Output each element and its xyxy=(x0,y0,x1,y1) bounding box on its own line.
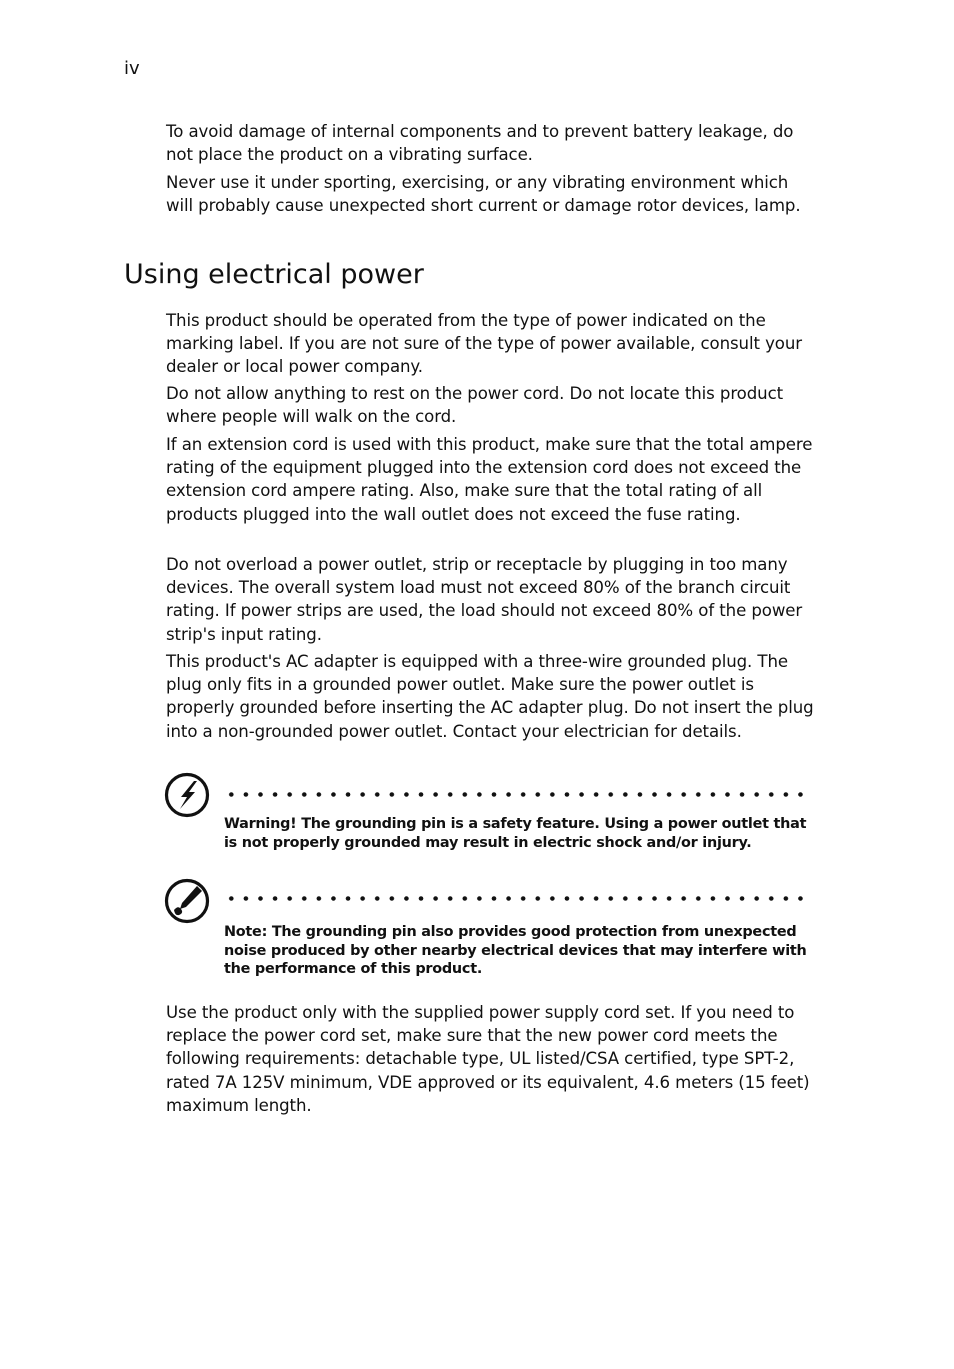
intro-paragraph-vibration: To avoid damage of internal components and to prevent battery leakage, do not place the product on a vibrating surface. xyxy=(166,122,794,165)
section-title: Using electrical power xyxy=(124,259,424,290)
power-cord-paragraph: Do not allow anything to rest on the power cord. Do not locate this product where people will walk on the cord. xyxy=(166,384,784,427)
extension-cord-paragraph: If an extension cord is used with this product, make sure that the total ampere rating of the equipment plugged into the extension cord does not exceed the extension cord ampere rating. Also, make sure that the total rating of all products plugged into the wall outlet does not exceed the fuse rating. xyxy=(166,435,813,524)
grounded-plug-paragraph: This product's AC adapter is equipped with a three-wire grounded plug. The plug only fits in a grounded power outlet. Make sure the power outlet is properly grounded before inserting the AC adapter plug. Do not insert the plug into a non-grounded power outlet. Contact your electrician for details. xyxy=(166,652,814,741)
intro-paragraph-environment: Never use it under sporting, exercising, or any vibrating environment which will probably cause unexpected short current or damage rotor devices, lamp. xyxy=(166,173,801,216)
lightning-warning-icon xyxy=(164,772,210,818)
note-text: Note: The grounding pin also provides good protection from unexpected noise produced by other nearby electrical devices that may interfere with the performance of this product. xyxy=(224,924,807,977)
overload-paragraph: Do not overload a power outlet, strip or receptacle by plugging in too many devices. The overall system load must not exceed 80% of the branch circuit rating. If power strips are used, the load should not exceed 80% of the power strip's input rating. xyxy=(166,555,803,644)
power-cord-requirements-paragraph: Use the product only with the supplied power supply cord set. If you need to replace the power cord set, make sure that the new power cord meets the following requirements: detachable type, UL listed/CSA certified, type SPT-2, rated 7A 125V minimum, VDE approved or its equivalent, 4.6 meters (15 feet) maximum length. xyxy=(166,1003,810,1115)
power-type-paragraph: This product should be operated from the type of power indicated on the marking label. If you are not sure of the type of power available, consult your dealer or local power company. xyxy=(166,311,802,377)
warning-text: Warning! The grounding pin is a safety feature. Using a power outlet that is not properly grounded may result in electric shock and/or injury. xyxy=(224,816,807,851)
note-pencil-icon xyxy=(164,878,210,924)
note-divider xyxy=(224,896,812,901)
warning-divider xyxy=(224,792,812,797)
page-number: iv xyxy=(124,58,140,79)
